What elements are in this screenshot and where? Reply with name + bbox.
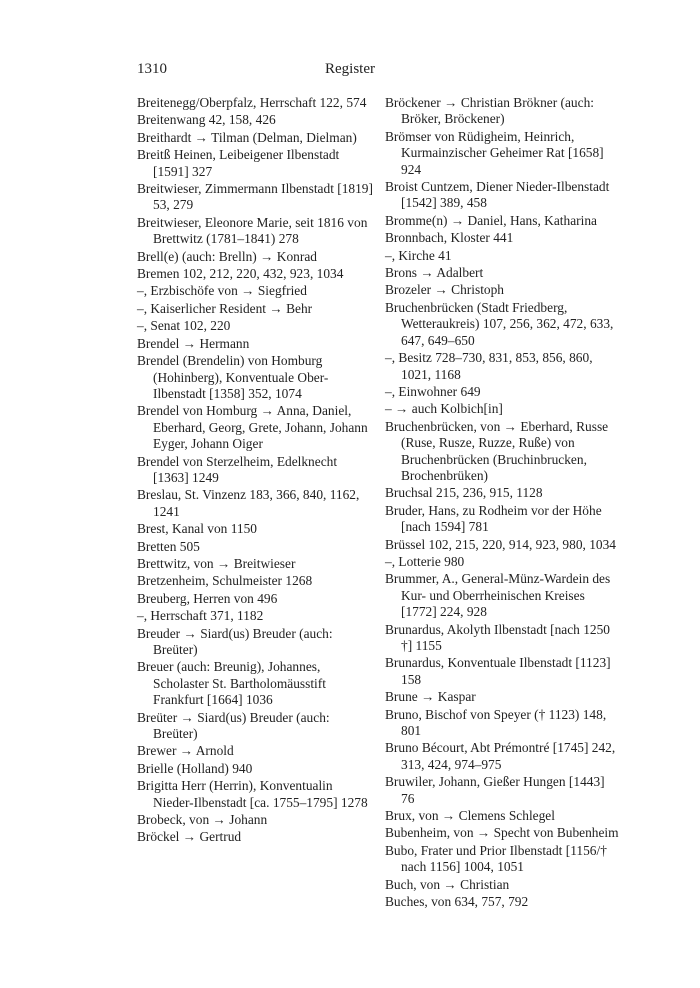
index-entry: Brettwitz, von → Breitwieser xyxy=(137,555,296,571)
index-entry: Brummer, A., General-Münz-Wardein des Kur- und Oberrheinischen Kreises [1772] 224, 928 xyxy=(385,571,611,620)
running-title: Register xyxy=(325,61,375,77)
index-entry: Brest, Kanal von 1150 xyxy=(137,521,257,537)
index-entry: Bubenheim, von → Specht von Bubenheim xyxy=(385,825,619,841)
index-entry: Breuer (auch: Breunig), Johannes, Scholaster St. Bartholomäusstift Frankfurt [1664] 1036 xyxy=(137,659,326,708)
index-entry: Buches, von 634, 757, 792 xyxy=(385,894,529,910)
index-entry: Bruchenbrücken, von → Eberhard, Russe (Ruse, Rusze, Ruzze, Ruße) von Bruchenbrücken (Bruchinbrucken, Brochenbrüken) xyxy=(385,418,609,483)
index-entry: –, Herrschaft 371, 1182 xyxy=(137,608,264,624)
index-entry: Brunardus, Konventuale Ilbenstadt [1123] 158 xyxy=(385,655,611,687)
index-entry: Brüssel 102, 215, 220, 914, 923, 980, 1034 xyxy=(385,536,616,552)
index-entry: Breitenwang 42, 158, 426 xyxy=(137,112,276,128)
index-entry: Breslau, St. Vinzenz 183, 366, 840, 1162, 1241 xyxy=(137,487,360,519)
index-entry: –, Einwohner 649 xyxy=(385,383,481,399)
index-entry: Brendel → Hermann xyxy=(137,335,250,351)
index-entry: Brendel von Homburg → Anna, Daniel, Eberhard, Georg, Grete, Johann, Johann Eyger, Johann Oiger xyxy=(137,403,368,452)
index-entry: – → auch Kolbich[in] xyxy=(385,401,503,417)
index-entry: Brendel (Brendelin) von Homburg (Hohinberg), Konventuale Ober-Ilbenstadt [1358] 352, 1074 xyxy=(137,353,329,401)
index-entry: Brielle (Holland) 940 xyxy=(137,760,253,776)
index-entry: –, Erzbischöfe von → Siegfried xyxy=(137,283,307,299)
index-column-right xyxy=(385,95,619,912)
index-entry: Bronnbach, Kloster 441 xyxy=(385,230,514,246)
index-entry: Bretzenheim, Schulmeister 1268 xyxy=(137,573,313,589)
index-entry: Brux, von → Clemens Schlegel xyxy=(385,808,555,824)
index-entry: Brons → Adalbert xyxy=(385,265,484,281)
index-entry: Breithardt → Tilman (Delman, Dielman) xyxy=(137,129,357,145)
index-entry: Breuder → Siard(us) Breuder (auch: Breüter) xyxy=(137,625,333,657)
index-entry: Brobeck, von → Johann xyxy=(137,812,268,828)
index-entry: –, Kirche 41 xyxy=(385,247,452,263)
index-entry: Bruno Bécourt, Abt Prémontré [1745] 242, 313, 424, 974–975 xyxy=(385,740,616,772)
index-entry: Bröckel → Gertrud xyxy=(137,829,242,845)
index-entry: Bruchsal 215, 236, 915, 1128 xyxy=(385,485,543,501)
index-entry: Breitwieser, Eleonore Marie, seit 1816 von Brettwitz (1781–1841) 278 xyxy=(137,214,368,247)
index-entry: Brune → Kaspar xyxy=(385,689,476,705)
index-entry: Breuberg, Herren von 496 xyxy=(137,590,278,606)
index-entry: Bretten 505 xyxy=(137,538,200,554)
index-column-left xyxy=(137,95,375,847)
index-entry: –, Senat 102, 220 xyxy=(137,318,231,334)
index-entry: Brömser von Rüdigheim, Heinrich, Kurmainzischer Geheimer Rat [1658] 924 xyxy=(385,128,604,177)
index-entry: Brigitta Herr (Herrin), Konventualin Nieder-Ilbenstadt [ca. 1755–1795] 1278 xyxy=(137,778,368,810)
index-entry: Brell(e) (auch: Brelln) → Konrad xyxy=(137,248,317,264)
index-entry: Bruder, Hans, zu Rodheim vor der Höhe [nach 1594] 781 xyxy=(385,502,602,535)
index-entry: Buch, von → Christian xyxy=(385,876,510,892)
index-entry: Bruchenbrücken (Stadt Friedberg, Wetteraukreis) 107, 256, 362, 472, 633, 647, 649–650 xyxy=(385,299,614,348)
index-entry: Bröckener → Christian Brökner (auch: Bröker, Bröckener) xyxy=(385,95,594,127)
page-number: 1310 xyxy=(137,61,167,77)
index-entry: Breüter → Siard(us) Breuder (auch: Breüter) xyxy=(137,709,330,742)
index-entry: –, Besitz 728–730, 831, 853, 856, 860, 1021, 1168 xyxy=(385,350,593,382)
index-entry: Bruno, Bischof von Speyer († 1123) 148, 801 xyxy=(385,706,607,739)
index-entry: Bremen 102, 212, 220, 432, 923, 1034 xyxy=(137,266,344,282)
index-entry: Breitß Heinen, Leibeigener Ilbenstadt [1591] 327 xyxy=(137,147,340,179)
index-entry: Bromme(n) → Daniel, Hans, Katharina xyxy=(385,212,597,228)
index-entry: –, Lotterie 980 xyxy=(385,553,465,569)
index-entry: Broist Cuntzem, Diener Nieder-Ilbenstadt [1542] 389, 458 xyxy=(385,179,610,211)
index-entry: –, Kaiserlicher Resident → Behr xyxy=(137,300,313,316)
index-entry: Breitwieser, Zimmermann Ilbenstadt [1819] 53, 279 xyxy=(137,181,373,213)
index-entry: Bruwiler, Johann, Gießer Hungen [1443] 76 xyxy=(385,774,605,806)
index-entry: Breitenegg/Oberpfalz, Herrschaft 122, 574 xyxy=(137,95,367,110)
index-entry: Brozeler → Christoph xyxy=(385,282,505,298)
index-entry: Brewer → Arnold xyxy=(137,743,234,759)
index-entry: Brendel von Sterzelheim, Edelknecht [1363] 1249 xyxy=(137,453,338,485)
index-entry: Brunardus, Akolyth Ilbenstadt [nach 1250 †] 1155 xyxy=(385,621,610,653)
index-entry: Bubo, Frater und Prior Ilbenstadt [1156/† nach 1156] 1004, 1051 xyxy=(385,842,607,875)
